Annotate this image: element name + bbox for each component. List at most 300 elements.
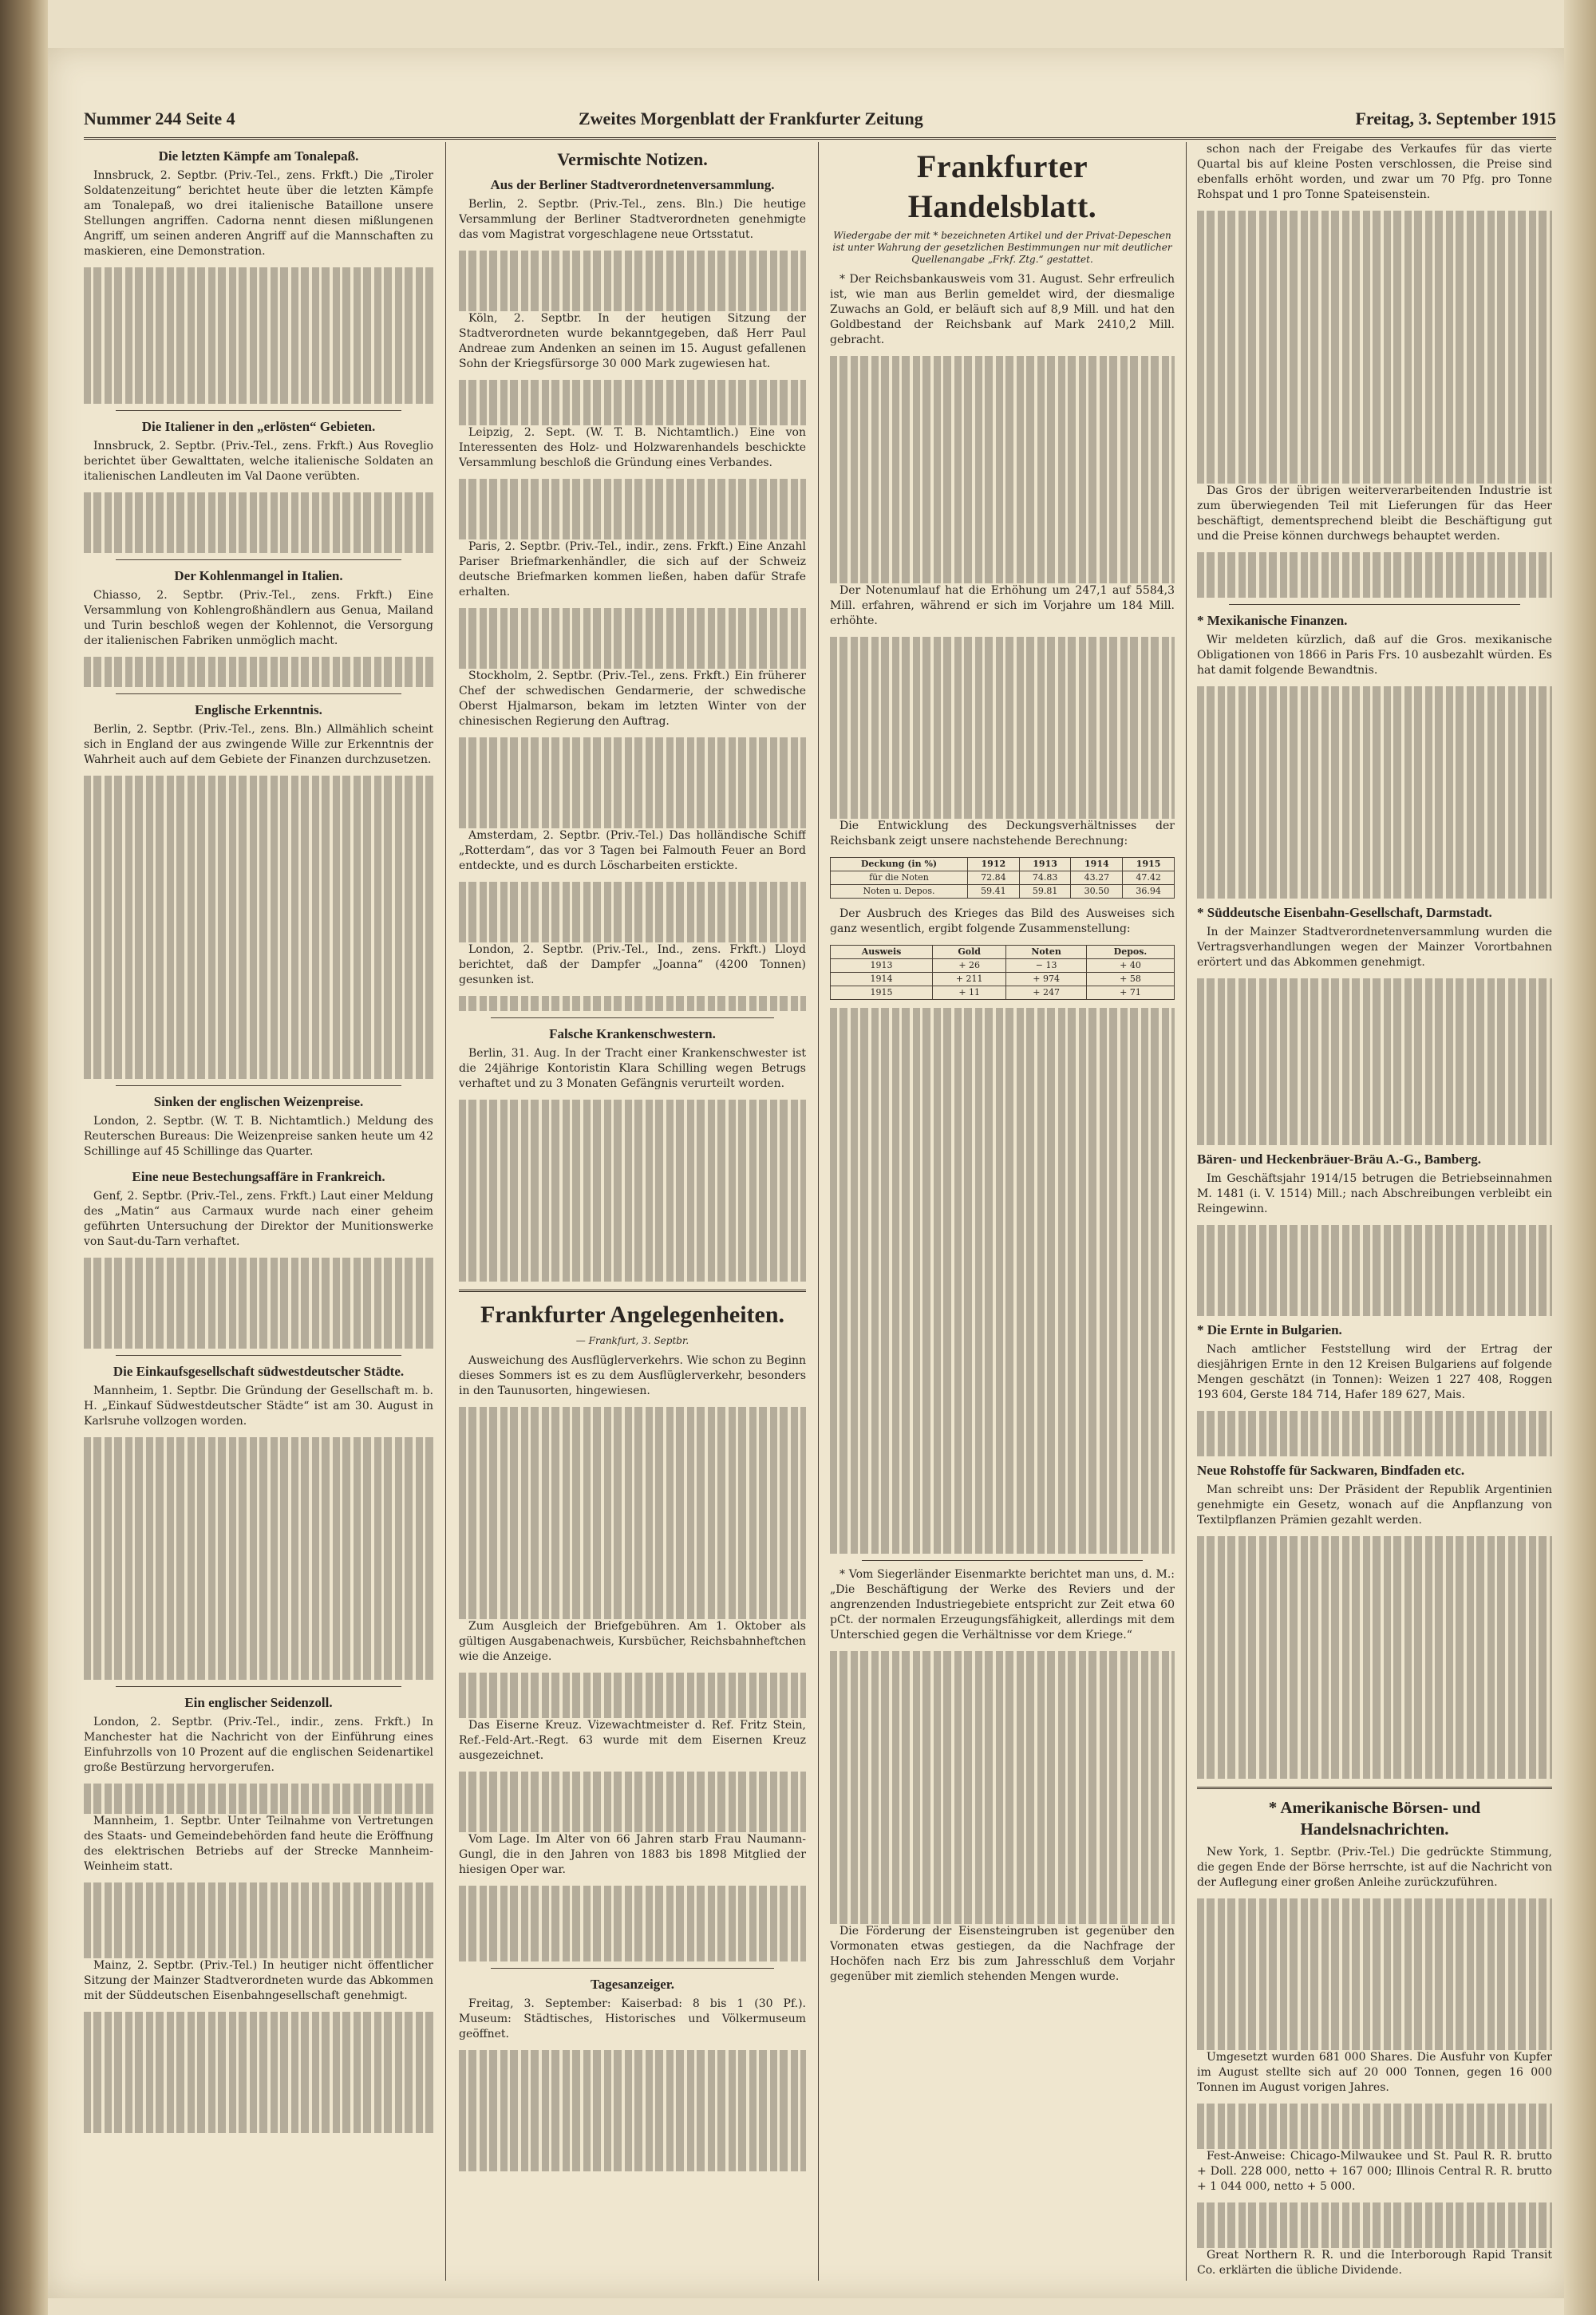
headline: Eine neue Bestechungsaffäre in Frankreich. <box>132 1169 385 1184</box>
column-rule <box>1186 142 1187 2281</box>
headline: Die Italiener in den „erlösten“ Gebieten. <box>141 419 376 434</box>
text-block <box>459 1498 806 1513</box>
divider <box>116 1355 401 1356</box>
text-block <box>459 1688 806 1703</box>
table-cell: 59.81 <box>1019 885 1071 899</box>
text-block <box>830 1712 1175 1727</box>
text-block <box>830 1159 1175 1175</box>
dateline: — Frankfurt, 3. Septbr. <box>575 1335 689 1346</box>
article-text: Im Geschäftsjahr 1914/15 betrugen die Betriebseinnahmen M. 1481 (i. V. 1514) Mill.; nach Abschreibungen verbleibt ein Reingewinn. <box>1197 1172 1552 1215</box>
text-block <box>84 298 433 313</box>
text-block <box>1197 1039 1552 1054</box>
text-block <box>459 1407 806 1422</box>
text-block <box>830 1772 1175 1788</box>
table-header: Ausweis <box>831 946 933 959</box>
article-text: London, 2. Septbr. (Priv.-Tel., indir., zens. Frkft.) In Manchester hat die Nachricht von der Einführung eines Einfuhrzolls von 10 Prozent auf die englischen Seidenartikel große Bestürzung hervorgerufen. <box>84 1716 433 1774</box>
article-text: Vom Lage. Im Alter von 66 Jahren starb Frau Naumann-Gungl, die in den Jahren von 1883 bis 1898 Mitglied der hiesigen Oper war. <box>459 1833 806 1876</box>
text-block <box>830 728 1175 743</box>
text-block <box>1197 2202 1552 2218</box>
text-block <box>84 1258 433 1273</box>
text-block <box>830 1666 1175 1681</box>
text-block <box>84 776 433 791</box>
text-block <box>1197 1898 1552 1914</box>
text-block <box>459 2065 806 2080</box>
text-block <box>459 1191 806 1206</box>
text-block <box>84 897 433 912</box>
text-block <box>459 1115 806 1130</box>
text-block <box>830 1357 1175 1372</box>
text-block <box>1197 1597 1552 1612</box>
text-block <box>830 1220 1175 1235</box>
text-block <box>459 410 806 425</box>
text-block <box>830 568 1175 583</box>
text-block <box>1197 1974 1552 1989</box>
article-text: Fest-Anweise: Chicago-Milwaukee und St. Paul R. R. brutto + Doll. 228 000, netto + 167 000; Illinois Central R. R. brutto + 1 044 000, netto + 5 000. <box>1197 2150 1552 2193</box>
text-block <box>459 608 806 623</box>
text-block <box>459 2080 806 2096</box>
text-block <box>84 1913 433 1928</box>
text-block <box>830 1038 1175 1053</box>
text-block <box>459 1946 806 1961</box>
text-block <box>830 1129 1175 1144</box>
text-block <box>1197 2233 1552 2248</box>
text-block <box>1197 838 1552 853</box>
text-block <box>84 2118 433 2133</box>
text-block <box>84 1943 433 1958</box>
text-block <box>459 1558 806 1574</box>
text-block <box>1197 1959 1552 1974</box>
text-block <box>459 1483 806 1498</box>
divider <box>116 1085 401 1086</box>
text-block <box>84 1558 433 1574</box>
text-block <box>830 1281 1175 1296</box>
divider <box>116 693 401 694</box>
headline: Sinken der englischen Weizenpreise. <box>153 1094 364 1109</box>
text-block <box>459 996 806 1011</box>
text-block <box>459 1251 806 1266</box>
text-block <box>830 538 1175 553</box>
text-block <box>84 1513 433 1528</box>
text-block <box>84 672 433 687</box>
text-block <box>830 1099 1175 1114</box>
table-row <box>831 959 1175 973</box>
text-block <box>459 1528 806 1543</box>
table-cell: + 58 <box>1086 973 1174 986</box>
headline: Englische Erkenntnis. <box>195 702 322 717</box>
text-block <box>84 282 433 298</box>
article-text: Great Northern R. R. und die Interborough Rapid Transit Co. erklärten die übliche Dividende. <box>1197 2249 1552 2277</box>
text-block <box>1197 2119 1552 2134</box>
divider <box>116 559 401 560</box>
text-block <box>1197 1929 1552 1944</box>
text-block <box>1197 211 1552 226</box>
text-block <box>459 1468 806 1483</box>
text-block <box>1197 978 1552 994</box>
text-block <box>459 251 806 266</box>
text-block <box>84 1634 433 1649</box>
table-row <box>831 885 1175 899</box>
text-block <box>459 524 806 539</box>
text-block <box>1197 686 1552 701</box>
table-cell: + 974 <box>1006 973 1087 986</box>
text-block <box>84 2057 433 2072</box>
text-block <box>1197 393 1552 408</box>
text-block <box>830 417 1175 432</box>
text-block <box>84 882 433 897</box>
text-block <box>830 713 1175 728</box>
article-text: Die Förderung der Eisensteingruben ist gegenüber den Vormonaten etwas gestiegen, da die Nachfrage der Hochöfen nach Erz bis zum Jahresschluß dem Vorjahr gegenüber mit ziemlich stehenden Mengen wurde. <box>830 1925 1175 1983</box>
text-block <box>830 743 1175 758</box>
text-block <box>459 1145 806 1160</box>
text-block <box>459 737 806 753</box>
text-block <box>1197 853 1552 868</box>
text-block <box>1197 1270 1552 1286</box>
text-block <box>84 821 433 836</box>
article-text: Genf, 2. Septbr. (Priv.-Tel., zens. Frkft.) Laut einer Meldung des „Matin“ aus Carmaux wurde nach einer geheim geführten Untersuchung der Direktor der Munitionswerke von Saut-du-Tarn verhaftet. <box>84 1190 433 1248</box>
section-divider <box>459 1290 806 1292</box>
text-block <box>84 2042 433 2057</box>
text-block <box>459 1787 806 1802</box>
text-block <box>830 1878 1175 1894</box>
text-block <box>830 1235 1175 1250</box>
text-block <box>1197 1100 1552 1115</box>
text-block <box>830 508 1175 523</box>
text-block <box>84 267 433 282</box>
divider <box>1229 604 1520 605</box>
text-block <box>459 1901 806 1916</box>
text-block <box>84 313 433 328</box>
text-block <box>830 1417 1175 1432</box>
table-cell: 43.27 <box>1071 871 1123 885</box>
text-block <box>830 477 1175 492</box>
text-block <box>459 266 806 281</box>
table-cell: + 211 <box>933 973 1006 986</box>
text-block <box>1197 2005 1552 2020</box>
text-block <box>84 1273 433 1288</box>
section-heading: * Amerikanische Börsen- und Handelsnachrichten. <box>1268 1798 1481 1839</box>
text-block <box>1197 1069 1552 1084</box>
headline: * Süddeutsche Eisenbahn-Gesellschaft, Darmstadt. <box>1197 905 1492 920</box>
section-title: Frankfurter Handelsblatt. <box>907 148 1097 224</box>
text-block <box>830 492 1175 508</box>
text-block <box>1197 423 1552 438</box>
article-text: New York, 1. Septbr. (Priv.-Tel.) Die gedrückte Stimmung, die gegen Ende der Börse herrschte, ist auf die Nachricht von der Auflegung einer großen Anleihe zurückzuführen. <box>1197 1846 1552 1889</box>
text-block <box>830 1008 1175 1023</box>
table-cell: + 40 <box>1086 959 1174 973</box>
text-block <box>830 553 1175 568</box>
text-block <box>84 1882 433 1898</box>
text-block <box>1197 408 1552 423</box>
text-block <box>459 2126 806 2141</box>
text-block <box>830 773 1175 788</box>
text-block <box>459 2141 806 2156</box>
text-block <box>459 1772 806 1787</box>
text-block <box>830 1387 1175 1402</box>
text-block <box>84 2088 433 2103</box>
text-block <box>1197 1536 1552 1551</box>
text-block <box>84 1498 433 1513</box>
text-block <box>1197 1612 1552 1627</box>
headline: Bären- und Heckenbräuer-Bräu A.-G., Bamberg. <box>1197 1152 1482 1167</box>
text-block <box>1197 1673 1552 1688</box>
text-block <box>84 912 433 927</box>
text-block <box>1197 2020 1552 2035</box>
text-block <box>84 1003 433 1018</box>
text-block <box>84 1064 433 1079</box>
article-text: Der Notenumlauf hat die Erhöhung um 247,1 auf 5584,3 Mill. erfahren, während er sich im Vorjahre um 184 Mill. erhöhte. <box>830 584 1175 627</box>
text-block <box>1197 1411 1552 1426</box>
text-block <box>84 1318 433 1333</box>
text-block <box>830 1909 1175 1924</box>
headline: Die letzten Kämpfe am Tonalepaß. <box>158 148 359 164</box>
article-text: Nach amtlicher Feststellung wird der Ertrag der diesjährigen Ernte in den 12 Kreisen Bulgariens auf folgende Mengen geschätzt (in Tonnen): Weizen 1 227 408, Roggen 193 604, Gerste 184 714, Hafer 189 627, Mais. <box>1197 1343 1552 1401</box>
headline: Ein englischer Seidenzoll. <box>184 1695 333 1710</box>
text-block <box>84 538 433 553</box>
text-block <box>84 851 433 867</box>
headline: Neue Rohstoffe für Sackwaren, Bindfaden etc. <box>1197 1463 1465 1478</box>
column-rule <box>818 142 819 2281</box>
text-block <box>84 1604 433 1619</box>
table-header: Deckung (in %) <box>831 858 968 871</box>
text-block <box>459 1452 806 1468</box>
text-block <box>84 867 433 882</box>
text-block <box>1197 1426 1552 1441</box>
text-block <box>830 1742 1175 1757</box>
text-block <box>84 1437 433 1452</box>
text-block <box>1197 241 1552 256</box>
text-block <box>84 1333 433 1349</box>
text-block <box>1197 271 1552 286</box>
text-block <box>84 1452 433 1468</box>
text-block <box>459 753 806 768</box>
text-block <box>830 667 1175 682</box>
table-header: Gold <box>933 946 1006 959</box>
text-block <box>459 2096 806 2111</box>
text-block <box>1197 792 1552 808</box>
article-text: Berlin, 2. Septbr. (Priv.-Tel., zens. Bln.) Allmählich scheint sich in England der aus zwingende Wille zur Erkenntnis der Wahrheit auch auf dem Gebiete der Finanzen durchzusetzen. <box>84 723 433 766</box>
table-header: 1913 <box>1019 858 1071 871</box>
text-block <box>830 1069 1175 1084</box>
text-block <box>459 1437 806 1452</box>
text-block <box>1197 256 1552 271</box>
text-block <box>459 509 806 524</box>
text-block <box>84 942 433 958</box>
text-block <box>84 389 433 404</box>
text-block <box>830 1084 1175 1099</box>
table-row <box>831 973 1175 986</box>
table-cell: − 13 <box>1006 959 1087 973</box>
text-block <box>830 758 1175 773</box>
article-text: * Der Reichsbankausweis vom 31. August. Sehr erfreulich ist, wie man aus Berlin gemeldet wird, der diesmalige Zuwachs an Gold, er beläuft sich auf 8,9 Mill. und hat den Goldbestand der Reichsbank auf Mark 2410,2 Mill. gebracht. <box>830 273 1175 346</box>
text-block <box>830 1478 1175 1493</box>
divider <box>491 1968 774 1969</box>
text-block <box>830 1894 1175 1909</box>
text-block <box>1197 1688 1552 1703</box>
text-block <box>84 1543 433 1558</box>
text-block <box>84 2027 433 2042</box>
text-block <box>830 1190 1175 1205</box>
text-block <box>459 882 806 897</box>
text-block <box>1197 1130 1552 1145</box>
text-block <box>459 927 806 942</box>
table-cell: 74.83 <box>1019 871 1071 885</box>
table-cell: 1915 <box>831 986 933 1000</box>
text-block <box>84 492 433 508</box>
text-block <box>1197 302 1552 317</box>
headline: Der Kohlenmangel in Italien. <box>174 568 343 583</box>
text-block <box>830 804 1175 819</box>
article-text: London, 2. Septbr. (Priv.-Tel., Ind., zens. Frkft.) Lloyd berichtet, daß der Dampfer „Joanna“ (4200 Tonnen) gesunken ist. <box>459 943 806 986</box>
text-block <box>1197 1009 1552 1024</box>
text-block <box>1197 1240 1552 1255</box>
text-block <box>830 1114 1175 1129</box>
text-block <box>830 1175 1175 1190</box>
article-text: In der Mainzer Stadtverordnetenversammlung wurden die Vertragsverhandlungen wegen der Mainzer Vorortbahnen erörtert und das Abkommen genehmigt. <box>1197 926 1552 969</box>
text-block <box>84 2103 433 2118</box>
text-block <box>84 343 433 358</box>
text-block <box>84 2072 433 2088</box>
text-block <box>830 1651 1175 1666</box>
article-text: Ausweichung des Ausflüglerverkehrs. Wie schon zu Beginn dieses Sommers ist es zu dem Ausflüglerverkehr, besonders in den Taunusorten, hingewiesen. <box>459 1354 806 1397</box>
text-block <box>1197 1286 1552 1301</box>
text-block <box>1197 1084 1552 1100</box>
text-block <box>830 682 1175 697</box>
text-block <box>459 1130 806 1145</box>
text-block <box>1197 883 1552 899</box>
text-block <box>84 1468 433 1483</box>
text-block <box>1197 226 1552 241</box>
text-block <box>459 1513 806 1528</box>
headline: Falsche Krankenschwestern. <box>549 1026 716 1041</box>
text-block <box>84 1665 433 1680</box>
text-block <box>459 1100 806 1115</box>
article-text: Umgesetzt wurden 681 000 Shares. Die Ausfuhr von Kupfer im August stellte sich auf 20 000 Tonnen, gegen 16 000 Tonnen im August vorigen Jahres. <box>1197 2051 1552 2094</box>
text-block <box>1197 332 1552 347</box>
text-block <box>1197 1255 1552 1270</box>
text-block <box>1197 777 1552 792</box>
text-block <box>830 1863 1175 1878</box>
issue-number: Nummer 244 Seite 4 <box>84 109 235 128</box>
text-block <box>84 523 433 538</box>
text-block <box>1197 1054 1552 1069</box>
article-text: Innsbruck, 2. Septbr. (Priv.-Tel., zens. Frkft.) Aus Roveglio berichtet über Gewalttaten, welche italienische Soldaten an italienischen Landleuten im Val Daone verübten. <box>84 440 433 483</box>
text-block <box>830 386 1175 401</box>
text-block <box>830 1803 1175 1818</box>
masthead: Zweites Morgenblatt der Frankfurter Zeitung <box>579 109 923 128</box>
column-3 <box>830 142 1175 2281</box>
article-text: Innsbruck, 2. Septbr. (Priv.-Tel., zens. Frkft.) Die „Tiroler Soldatenzeitung“ berichtet heute über die letzten Kämpfe am Tonalepaß, wo drei italienische Bataillone unsere Stellungen angriffen. Cadorna nennt diesen mißlungenen Angriff, um seinen anderen Angriff auf die Mannschaften zu maskieren, eine Demonstration. <box>84 169 433 258</box>
text-block <box>459 1703 806 1718</box>
text-block <box>459 380 806 395</box>
text-block <box>459 296 806 311</box>
text-block <box>1197 1989 1552 2005</box>
page-binding <box>0 0 48 2315</box>
text-block <box>459 1886 806 1901</box>
text-block <box>830 1311 1175 1326</box>
text-block <box>459 623 806 638</box>
text-block <box>1197 1441 1552 1456</box>
text-block <box>1197 1115 1552 1130</box>
text-block <box>1197 1024 1552 1039</box>
text-block <box>830 1296 1175 1311</box>
text-block <box>459 1266 806 1282</box>
text-block <box>1197 468 1552 484</box>
text-block <box>1197 1642 1552 1657</box>
text-block <box>84 806 433 821</box>
text-block <box>830 1326 1175 1341</box>
text-block <box>84 2012 433 2027</box>
text-block <box>830 1250 1175 1266</box>
text-block <box>459 654 806 669</box>
headline: Aus der Berliner Stadtverordnetenversammlung. <box>490 177 775 192</box>
text-block <box>830 1463 1175 1478</box>
text-block <box>830 523 1175 538</box>
table-cell: für die Noten <box>831 871 968 885</box>
text-block <box>830 1053 1175 1069</box>
text-block <box>830 1757 1175 1772</box>
text-block <box>459 2111 806 2126</box>
text-block <box>1197 1764 1552 1779</box>
divider <box>116 1686 401 1687</box>
text-block <box>1197 732 1552 747</box>
article-text: Die Entwicklung des Deckungsverhältnisses der Reichsbank zeigt unsere nachstehende Berechnung: <box>830 820 1175 847</box>
text-block <box>1197 377 1552 393</box>
article-text: London, 2. Septbr. (W. T. B. Nichtamtlich.) Meldung des Reuterschen Bureaus: Die Weizenpreise sanken heute um 42 Schillinge auf 45 Schillinge das Quarter. <box>84 1115 433 1158</box>
article-text: Paris, 2. Septbr. (Priv.-Tel., indir., zens. Frkft.) Eine Anzahl Pariser Briefmarkenhändler, die sich auf der Schweiz deutsche Briefmarken kommen ließen, haben dafür Strafe erhalten. <box>459 540 806 599</box>
table-cell: Noten u. Depos. <box>831 885 968 899</box>
text-block <box>1197 868 1552 883</box>
text-block <box>459 798 806 813</box>
text-block <box>459 2050 806 2065</box>
text-block <box>84 1898 433 1913</box>
table-cell: 30.50 <box>1071 885 1123 899</box>
text-block <box>84 1799 433 1814</box>
text-block <box>830 788 1175 804</box>
text-block <box>830 1205 1175 1220</box>
issue-date: Freitag, 3. September 1915 <box>1355 109 1556 128</box>
table-cell: + 11 <box>933 986 1006 1000</box>
headline: Die Einkaufsgesellschaft südwestdeutscher Städte. <box>113 1364 405 1379</box>
text-block <box>459 281 806 296</box>
article-text: * Vom Siegerländer Eisenmarkte berichtet man uns, d. M.: „Die Beschäftigung der Werke des Reviers und der angrenzenden Industriegebiete entspricht zur Zeit etwa 60 pCt. der normalen Erzeugungsfähigkeit, allerdings mit dem Unterschied gegen die Verhältnisse vor dem Kriege.“ <box>830 1568 1175 1641</box>
text-block <box>1197 567 1552 583</box>
text-block <box>830 1448 1175 1463</box>
text-block <box>830 1681 1175 1697</box>
text-block <box>1197 762 1552 777</box>
table-header: 1914 <box>1071 858 1123 871</box>
section-heading: Frankfurter Angelegenheiten. <box>480 1302 785 1328</box>
text-block <box>830 1508 1175 1523</box>
text-block <box>1197 583 1552 598</box>
text-block <box>459 1802 806 1817</box>
article-text: Der Ausbruch des Krieges das Bild des Ausweises sich ganz wesentlich, ergibt folgende Zusammenstellung: <box>830 907 1175 935</box>
section-subtitle: Wiedergabe der mit * bezeichneten Artikel und der Privat-Depeschen ist unter Wahrung der gesetzlichen Bestimmungen nur mit deutlicher Quellenangabe „Frkf. Ztg.“ gestattet. <box>832 230 1172 265</box>
table-header: 1915 <box>1123 858 1175 871</box>
divider <box>116 410 401 411</box>
table-header: 1912 <box>967 858 1019 871</box>
text-block <box>1197 1566 1552 1582</box>
table-cell: 59.41 <box>967 885 1019 899</box>
text-block <box>830 1402 1175 1417</box>
text-block <box>1197 1914 1552 1929</box>
text-block <box>830 1833 1175 1848</box>
article-text: Mannheim, 1. Septbr. Die Gründung der Gesellschaft m. b. H. „Einkauf Südwestdeutscher Städte“ ist am 30. August in Karlsruhe vollzogen worden. <box>84 1385 433 1428</box>
table-header: Noten <box>1006 946 1087 959</box>
text-block <box>830 447 1175 462</box>
table-cell: 72.84 <box>967 871 1019 885</box>
text-block <box>459 1160 806 1175</box>
text-block <box>459 783 806 798</box>
